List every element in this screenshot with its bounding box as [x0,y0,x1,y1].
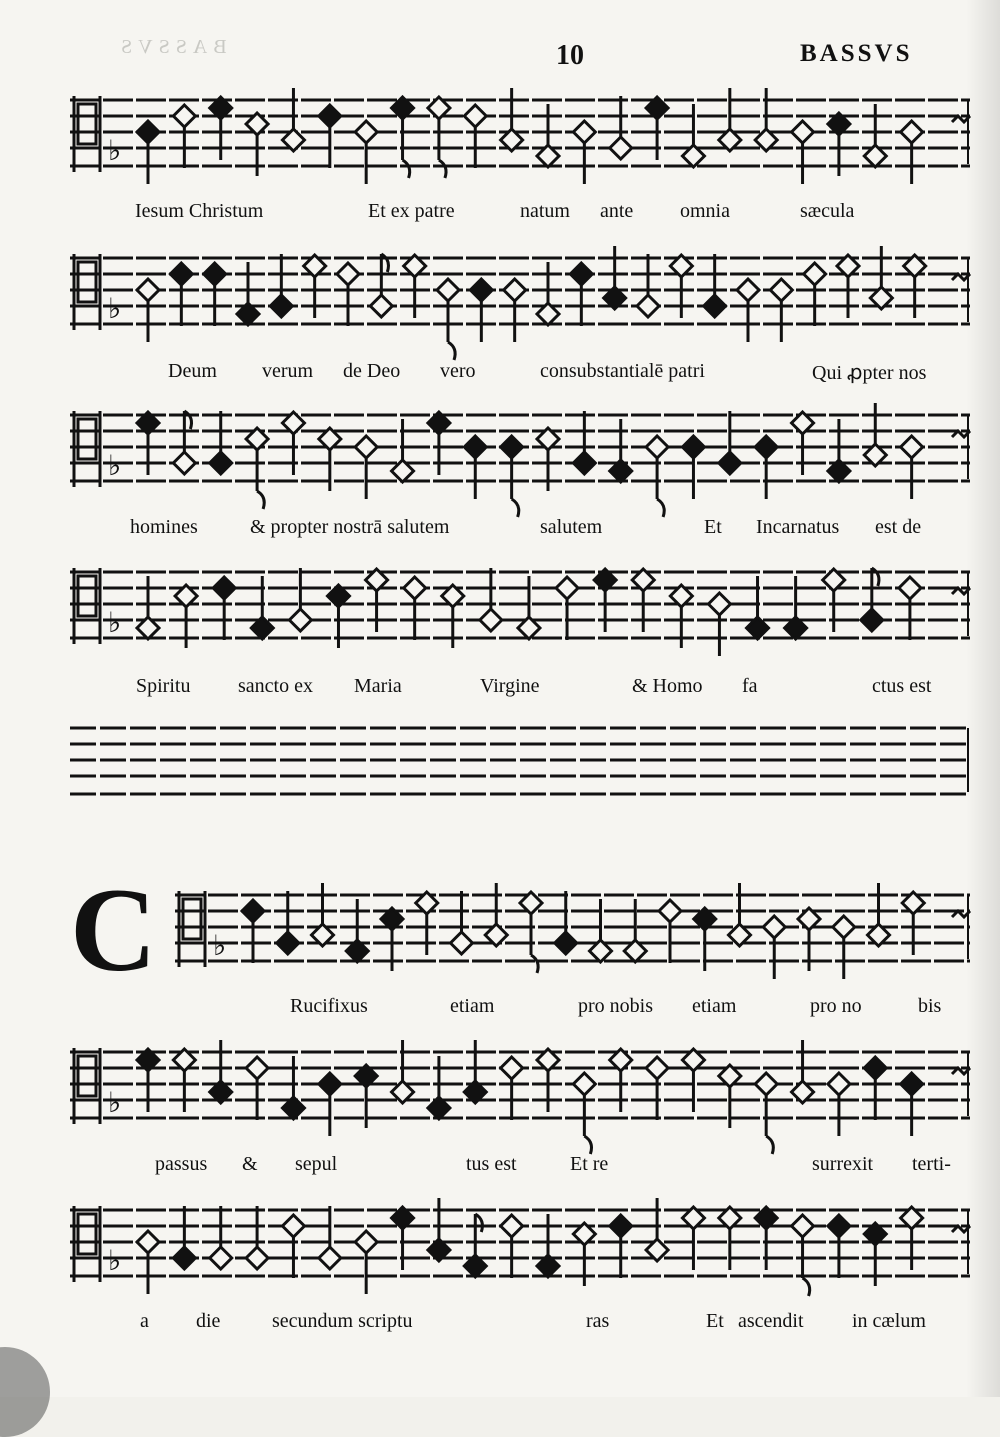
note-head [763,916,785,938]
note-head [173,452,195,474]
lyric-syllable: homines [130,516,198,538]
lyric-line-3 [0,516,1000,546]
lyric-syllable: Iesum Christum [135,200,264,222]
note-head [464,105,486,127]
note-head [246,1057,268,1079]
page-number: 10 [556,40,584,71]
lyric-syllable: sancto ex [238,675,313,697]
note-flag [531,955,538,973]
note-head [282,1215,304,1237]
lyric-syllable: fa [742,675,758,697]
lyric-syllable: consubstantialē patri [540,360,705,382]
note-head [864,1057,886,1079]
lyric-syllable: etiam [450,995,495,1017]
note-flag [257,491,264,509]
note-head [901,436,923,458]
note-head [451,932,473,954]
f-clef-icon [78,576,96,616]
note-head [355,1231,377,1253]
note-head [137,121,159,143]
running-head: BASSVS [800,40,913,67]
lyric-syllable: ras [586,1310,610,1332]
f-clef-icon [78,1214,96,1254]
note-flag [657,499,664,517]
note-head [504,279,526,301]
note-flag [766,1136,773,1154]
note-head [370,295,392,317]
note-head [501,1215,523,1237]
note-head [242,900,264,922]
flat-icon: ♭ [108,1086,122,1119]
note-head [213,577,235,599]
flat-icon: ♭ [108,449,122,482]
f-clef-icon [183,899,201,939]
f-clef-icon [78,1056,96,1096]
note-head [646,1057,668,1079]
lyric-syllable: bis [918,995,942,1017]
note-flag [512,499,519,517]
note-head [770,279,792,301]
note-head [137,1231,159,1253]
lyric-syllable: vero [440,360,476,382]
note-head [210,452,232,474]
note-head [861,609,883,631]
note-head [646,436,668,458]
lyric-syllable: Incarnatus [756,516,840,538]
lyric-syllable: Et re [570,1153,609,1175]
note-head [573,121,595,143]
note-head [828,1215,850,1237]
lyric-syllable: die [196,1310,221,1332]
note-head [792,1215,814,1237]
lyric-line-7 [0,1310,1000,1340]
lyric-syllable: Maria [354,675,402,697]
lyric-line-1 [0,200,1000,230]
note-head [464,436,486,458]
note-head [137,279,159,301]
note-head [899,577,921,599]
lyric-syllable: ante [600,200,634,222]
note-head [173,1247,195,1269]
note-head [804,263,826,285]
lyric-syllable: omnia [680,200,730,222]
lyric-syllable: est de [875,516,922,538]
lyric-syllable: de Deo [343,360,401,382]
lyric-syllable: pro no [810,995,862,1017]
lyric-syllable: secundum scriptu [272,1310,413,1332]
lyric-syllable: salutem [540,516,603,538]
note-head [755,1073,777,1095]
note-head [319,105,341,127]
note-head [737,279,759,301]
f-clef-icon [78,419,96,459]
note-head [901,121,923,143]
f-clef-icon [78,262,96,302]
lyric-syllable: Rucifixus [290,995,368,1017]
note-flag [439,160,446,178]
note-flag [448,342,455,360]
flat-icon: ♭ [108,606,122,639]
note-flag [803,1278,810,1296]
flat-icon: ♭ [108,1244,122,1277]
lyric-syllable: pro nobis [578,995,653,1017]
note-head [277,932,299,954]
lyric-syllable: Virgine [480,675,540,697]
lyric-syllable: in cælum [852,1310,926,1332]
note-head [570,263,592,285]
note-head [828,1073,850,1095]
note-head [204,263,226,285]
note-head [173,105,195,127]
note-head [833,916,855,938]
lyric-line-2 [0,360,1000,390]
show-through-header: BASSVS [115,36,227,58]
lyric-syllable: Spiritu [136,675,191,697]
note-head [319,1073,341,1095]
note-head [355,436,377,458]
f-clef-icon [78,104,96,144]
flat-icon: ♭ [108,134,122,167]
note-head [337,263,359,285]
lyric-syllable: sepul [295,1153,338,1175]
note-head [319,1247,341,1269]
note-head [437,279,459,301]
lyric-syllable: Qui ꝓpter nos [812,362,927,384]
lyric-line-5 [0,995,1000,1025]
lyric-syllable: surrexit [812,1153,874,1175]
note-head [704,295,726,317]
lyric-syllable: & propter nostrā salutem [250,516,450,538]
decorated-initial: C [70,863,157,996]
lyric-syllable: natum [520,200,570,222]
lyric-syllable: Deum [168,360,217,382]
lyric-syllable: ascendit [738,1310,804,1332]
note-head [501,436,523,458]
lyric-syllable: terti- [912,1153,951,1175]
note-head [682,436,704,458]
note-head [404,577,426,599]
lyric-syllable: a [140,1310,149,1332]
lyric-syllable: Et [706,1310,724,1332]
note-head [210,1247,232,1269]
lyric-syllable: ctus est [872,675,932,697]
lyric-syllable: etiam [692,995,737,1017]
lyric-syllable: & Homo [632,675,703,697]
lyric-syllable: & [242,1153,258,1175]
note-flag [584,1136,591,1154]
lyric-syllable: Et ex patre [368,200,455,222]
note-head [470,279,492,301]
note-head [719,452,741,474]
note-head [708,593,730,615]
lyric-syllable: verum [262,360,314,382]
lyric-syllable: Et [704,516,722,538]
note-flag [403,160,410,178]
note-head [637,295,659,317]
note-head [573,452,595,474]
note-head [270,295,292,317]
lyric-line-6 [0,1153,1000,1183]
lyric-line-4 [0,675,1000,705]
note-head [573,1073,595,1095]
note-head [755,436,777,458]
note-head [610,1215,632,1237]
note-head [792,121,814,143]
flat-icon: ♭ [108,292,122,325]
note-head [289,609,311,631]
note-head [355,121,377,143]
note-head [170,263,192,285]
note-head [659,900,681,922]
flat-icon: ♭ [213,929,227,962]
note-head [901,1073,923,1095]
note-head [555,932,577,954]
lyric-syllable: tus est [466,1153,517,1175]
note-head [556,577,578,599]
note-head [610,137,632,159]
lyric-syllable: passus [155,1153,208,1175]
note-head [246,1247,268,1269]
note-head [501,1057,523,1079]
lyric-syllable: sæcula [800,200,855,222]
note-head [480,609,502,631]
